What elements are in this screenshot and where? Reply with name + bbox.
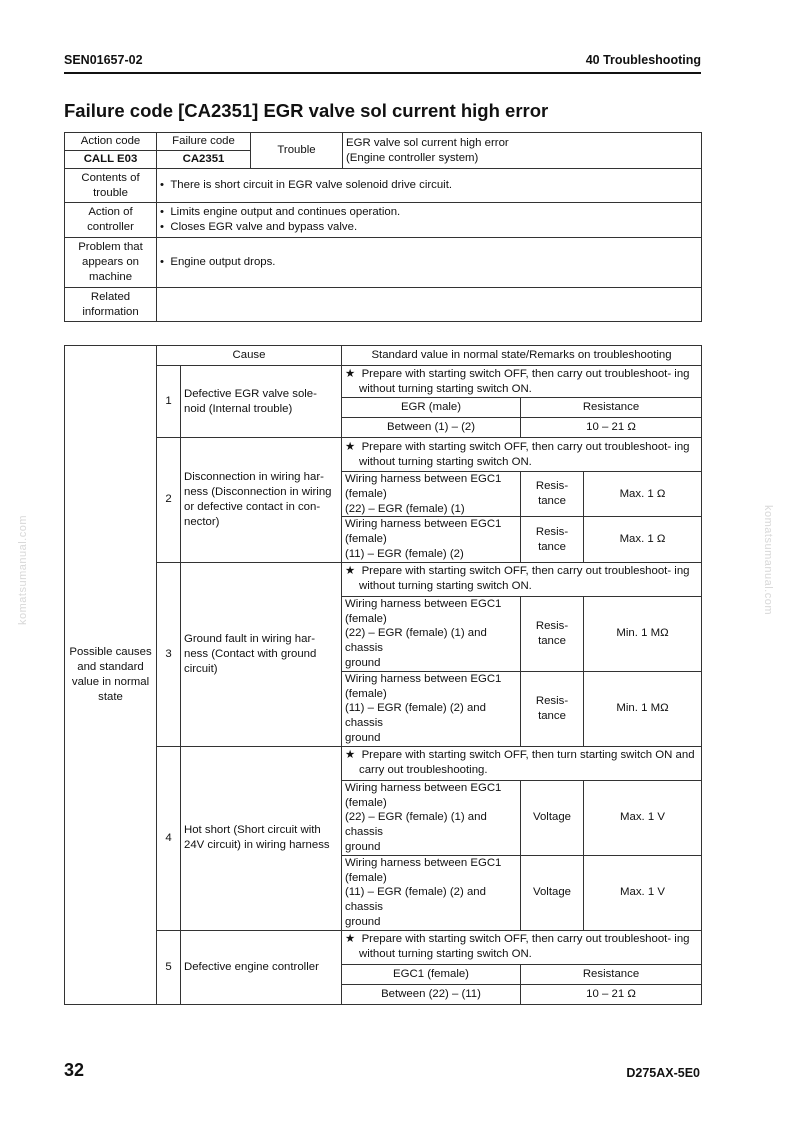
point-line: Wiring harness between EGC1 (female) bbox=[345, 473, 502, 500]
watermark-left: komatsumanual.com bbox=[17, 515, 29, 625]
label-line: value in normal bbox=[71, 675, 150, 688]
bullet: • bbox=[160, 256, 164, 269]
failure-code-value: CA2351 bbox=[157, 151, 251, 169]
measure-item: Voltage bbox=[521, 855, 584, 930]
trouble-line: (Engine controller system) bbox=[346, 151, 479, 164]
label-line: state bbox=[98, 690, 123, 703]
model-code: D275AX-5E0 bbox=[626, 1066, 700, 1080]
bullet-item bbox=[160, 205, 698, 220]
bullet-text: There is short circuit in EGR valve solenoid drive circuit. bbox=[170, 179, 453, 192]
cause-name-line: or defective contact in con- bbox=[184, 500, 321, 513]
item-line: Resis- bbox=[535, 619, 569, 632]
measure-point bbox=[342, 472, 521, 517]
label-line: appears on bbox=[82, 256, 139, 269]
problem-label bbox=[65, 238, 157, 288]
related-text bbox=[157, 288, 702, 322]
prep-note bbox=[342, 562, 702, 596]
cause-number: 4 bbox=[157, 746, 181, 930]
cause-name-line: Ground fault in wiring har- bbox=[184, 633, 316, 646]
document-code: SEN01657-02 bbox=[64, 53, 143, 67]
item-line: Resis- bbox=[535, 525, 569, 538]
cause-name-line: Disconnection in wiring har- bbox=[184, 471, 324, 484]
measure-value: Min. 1 MΩ bbox=[584, 596, 702, 671]
star-icon: ★ bbox=[345, 565, 356, 578]
sub-header: EGR (male) bbox=[342, 398, 521, 418]
point-line: Wiring harness between EGC1 (female) bbox=[345, 597, 502, 625]
item-line: tance bbox=[538, 709, 566, 722]
note-text: Prepare with starting switch OFF, then carry out troubleshoot- ing without turning starting switch ON. bbox=[359, 933, 690, 961]
point-line: ground bbox=[345, 840, 381, 853]
item-line: tance bbox=[538, 495, 566, 508]
section-title: 40 Troubleshooting bbox=[585, 53, 701, 67]
bullet-text: Limits engine output and continues operation. bbox=[170, 206, 401, 219]
label-line: machine bbox=[88, 270, 133, 283]
cause-name-line: Defective EGR valve sole- bbox=[184, 387, 317, 400]
cause-column-header: Cause bbox=[157, 346, 342, 366]
note-item bbox=[345, 440, 698, 470]
measure-point bbox=[342, 780, 521, 855]
cause-name bbox=[181, 746, 342, 930]
standard-column-header: Standard value in normal state/Remarks on troubleshooting bbox=[342, 346, 702, 366]
star-icon: ★ bbox=[345, 933, 356, 946]
item-line: tance bbox=[538, 540, 566, 553]
measure-item bbox=[521, 517, 584, 562]
label-line: Contents of bbox=[81, 171, 140, 184]
label-line: Action of bbox=[88, 206, 133, 219]
prep-note bbox=[342, 366, 702, 398]
point-line: (22) – EGR (female) (1) bbox=[345, 502, 465, 515]
cause-number: 5 bbox=[157, 930, 181, 1004]
sub-header: Resistance bbox=[521, 398, 702, 418]
causes-table bbox=[64, 345, 702, 1005]
prep-note bbox=[342, 930, 702, 964]
item-line: tance bbox=[538, 634, 566, 647]
note-item bbox=[345, 748, 698, 778]
action-code-header: Action code bbox=[65, 133, 157, 151]
label-line: trouble bbox=[93, 186, 128, 199]
measure-value: Min. 1 MΩ bbox=[584, 671, 702, 746]
measure-value: Max. 1 Ω bbox=[584, 517, 702, 562]
measure-point bbox=[342, 855, 521, 930]
label-line: and standard bbox=[77, 661, 144, 674]
contents-text bbox=[157, 169, 702, 203]
cause-name-line: Defective engine controller bbox=[184, 960, 319, 973]
contents-label bbox=[65, 169, 157, 203]
point-line: ground bbox=[345, 915, 381, 928]
point-line: (22) – EGR (female) (1) and chassis bbox=[345, 627, 487, 655]
cause-name-line: 24V circuit) in wiring harness bbox=[184, 839, 330, 852]
item-line: Resis- bbox=[535, 480, 569, 493]
point-line: Wiring harness between EGC1 (female) bbox=[345, 781, 502, 809]
cause-number: 1 bbox=[157, 366, 181, 438]
trouble-header: Trouble bbox=[251, 133, 343, 169]
cause-name-line: noid (Internal trouble) bbox=[184, 402, 293, 415]
measure-point bbox=[342, 517, 521, 562]
cause-number: 3 bbox=[157, 562, 181, 746]
prep-note bbox=[342, 746, 702, 780]
action-text bbox=[157, 203, 702, 238]
page-title: Failure code [CA2351] EGR valve sol current high error bbox=[64, 100, 549, 121]
measure-item: Voltage bbox=[521, 780, 584, 855]
point-line: Wiring harness between EGC1 (female) bbox=[345, 856, 502, 884]
point-line: (11) – EGR (female) (2) bbox=[345, 547, 464, 560]
note-text: Prepare with starting switch OFF, then turn starting switch ON and carry out troubleshooting. bbox=[359, 749, 695, 777]
measure-value: Max. 1 Ω bbox=[584, 472, 702, 517]
measure-item bbox=[521, 472, 584, 517]
bullet-text: Closes EGR valve and bypass valve. bbox=[170, 221, 358, 233]
measure-value: Max. 1 V bbox=[584, 855, 702, 930]
measure-item bbox=[521, 596, 584, 671]
page-number: 32 bbox=[64, 1060, 85, 1080]
watermark-right: komatsumanual.com bbox=[762, 505, 774, 615]
star-icon: ★ bbox=[345, 749, 356, 762]
cause-name bbox=[181, 366, 342, 438]
measure-point: Between (1) – (2) bbox=[342, 418, 521, 438]
failure-info-table bbox=[64, 132, 702, 322]
action-code-value: CALL E03 bbox=[65, 151, 157, 169]
label-line: controller bbox=[87, 221, 134, 233]
measure-point bbox=[342, 596, 521, 671]
measure-point bbox=[342, 671, 521, 746]
bullet: • bbox=[160, 179, 164, 192]
point-line: Wiring harness between EGC1 (female) bbox=[345, 518, 502, 546]
trouble-description bbox=[343, 133, 702, 169]
measure-value: 10 – 21 Ω bbox=[521, 418, 702, 438]
note-text: Prepare with starting switch OFF, then carry out troubleshoot- ing without turning starting switch ON. bbox=[359, 367, 690, 395]
point-line: ground bbox=[345, 731, 381, 744]
bullet-item bbox=[160, 255, 698, 270]
bullet: • bbox=[160, 206, 164, 219]
cause-name bbox=[181, 438, 342, 563]
cause-number: 2 bbox=[157, 438, 181, 563]
failure-code-header: Failure code bbox=[157, 133, 251, 151]
point-line: Wiring harness between EGC1 (female) bbox=[345, 672, 502, 700]
bullet-item bbox=[160, 220, 698, 235]
action-label bbox=[65, 203, 157, 238]
label-line: information bbox=[82, 305, 139, 318]
cause-name-line: ness (Contact with ground bbox=[184, 647, 317, 660]
note-item bbox=[345, 932, 698, 962]
measure-value: Max. 1 V bbox=[584, 780, 702, 855]
item-line: Resis- bbox=[535, 694, 569, 707]
point-line: (22) – EGR (female) (1) and chassis bbox=[345, 811, 487, 839]
measure-value: 10 – 21 Ω bbox=[521, 984, 702, 1004]
bullet: • bbox=[160, 221, 164, 233]
point-line: ground bbox=[345, 656, 381, 669]
note-item bbox=[345, 564, 698, 594]
note-item bbox=[345, 367, 698, 397]
possible-causes-label bbox=[65, 346, 157, 1005]
label-line: Related bbox=[90, 290, 131, 303]
cause-name bbox=[181, 930, 342, 1004]
bullet-text: Engine output drops. bbox=[170, 256, 276, 269]
label-line: Possible causes bbox=[69, 646, 152, 659]
bullet-item bbox=[160, 178, 698, 193]
note-text: Prepare with starting switch OFF, then carry out troubleshoot- ing without turning starting switch ON. bbox=[359, 440, 690, 468]
sub-header: EGC1 (female) bbox=[342, 964, 521, 984]
problem-text bbox=[157, 238, 702, 288]
star-icon: ★ bbox=[345, 367, 356, 380]
trouble-line: EGR valve sol current high error bbox=[346, 136, 509, 149]
point-line: (11) – EGR (female) (2) and chassis bbox=[345, 886, 486, 914]
label-line: Problem that bbox=[78, 241, 143, 254]
cause-name bbox=[181, 562, 342, 746]
prep-note bbox=[342, 438, 702, 472]
header-divider bbox=[64, 72, 701, 74]
cause-name-line: nector) bbox=[184, 515, 220, 528]
note-text: Prepare with starting switch OFF, then carry out troubleshoot- ing without turning starting switch ON. bbox=[359, 565, 690, 593]
measure-item bbox=[521, 671, 584, 746]
sub-header: Resistance bbox=[521, 964, 702, 984]
point-line: (11) – EGR (female) (2) and chassis bbox=[345, 702, 486, 730]
star-icon: ★ bbox=[345, 440, 356, 453]
measure-point: Between (22) – (11) bbox=[342, 984, 521, 1004]
related-label bbox=[65, 288, 157, 322]
cause-name-line: circuit) bbox=[184, 662, 218, 675]
cause-name-line: ness (Disconnection in wiring bbox=[184, 486, 332, 499]
cause-name-line: Hot short (Short circuit with bbox=[184, 824, 321, 837]
